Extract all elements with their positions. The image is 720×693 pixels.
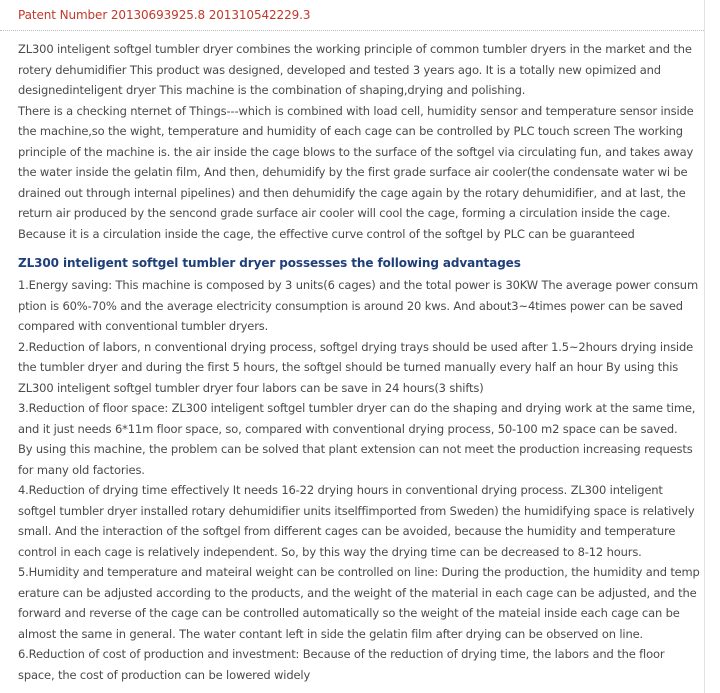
intro-line: return air produced by the sencond grade surface air cooler will cool the cage, forming a circulation inside the cage.: [18, 206, 671, 220]
advantage-line: ZL300 inteligent softgel tumbler dryer four labors can be save in 24 hours(3 shifts): [18, 380, 484, 395]
patent-number: Patent Number 20130693925.8 201310542229.3: [18, 8, 311, 22]
advantage-line: softgel tumbler dryer installed rotary dehumidifier units itselffimported from Sweden) the humidifying space is relatively: [18, 503, 695, 518]
intro-line: Because it is a circulation inside the cage, the effective curve control of the softgel by PLC can be guaranteed: [18, 226, 635, 241]
advantage-line: By using this machine, the problem can be solved that plant extension can not meet the production increasing requests: [18, 442, 693, 456]
intro-line: There is a checking nternet of Things---which is combined with load cell, humidity sensor and temperature sensor inside: [18, 103, 694, 118]
advantage-line: the tumbler dryer and during the first 5 hours, the softgel should be turned manually every half an hour By using this: [18, 360, 679, 374]
intro-line: principle of the machine is. the air inside the cage blows to the surface of the softgel via circulating fun, and takes away: [18, 144, 694, 159]
advantages-heading: ZL300 inteligent softgel tumbler dryer possesses the following advantages: [18, 256, 521, 270]
advantage-line: for many old factories.: [18, 462, 145, 477]
advantage-line: almost the same in general. The water contant left in side the gelatin film after drying can be observed on line.: [18, 626, 644, 641]
advantage-line: 2.Reduction of labors, n conventional drying process, softgel drying trays should be used after 1.5~2hours drying inside: [18, 339, 694, 354]
divider: [0, 30, 704, 31]
advantage-line: space, the cost of production can be lowered widely: [18, 667, 311, 682]
advantage-line: forward and reverse of the cage can be controlled automatically so the weight of the mateial inside each cage can be: [18, 606, 680, 620]
advantage-line: and it just needs 6*11m floor space, so, compared with conventional drying process, 50-100 m2 space can be saved.: [18, 421, 678, 436]
advantage-line: 6.Reduction of cost of production and investment: Because of the reduction of drying time, the labors and the floor: [18, 647, 665, 661]
advantage-line: ption is 60%-70% and the average electricity consumption is around 20 kws. And about3~4times power can be saved: [18, 298, 683, 313]
intro-line: the machine,so the wight, temperature and humidity of each cage can be controlled by PLC touch screen The working: [18, 124, 683, 138]
intro-line: designedinteligent dryer This machine is the combination of shaping,drying and polishing.: [18, 83, 526, 97]
advantage-line: 4.Reduction of drying time effectively It needs 16-22 drying hours in conventional drying process. ZL300 inteligent: [18, 483, 663, 497]
advantage-line: 5.Humidity and temperature and mateiral weight can be controlled on line: During the production, the humidity and temp: [18, 565, 700, 579]
advantage-line: 1.Energy saving: This machine is composed by 3 units(6 cages) and the total power is 30KW The average power consum: [18, 278, 698, 292]
advantage-line: compared with conventional tumbler dryers.: [18, 319, 269, 333]
intro-line: the water inside the gelatin film, And then, dehumidify by the first grade surface air cooler(the condensate water wi be: [18, 165, 688, 179]
advantage-line: erature can be adjusted according to the products, and the weight of the material in each cage can be adjusted, and the: [18, 585, 697, 600]
advantage-line: small. And the interaction of the softgel from different cages can be avoided, because the humidity and temperature: [18, 524, 676, 538]
advantage-line: control in each cage is relatively independent. So, by this way the drying time can be decreased to 8-12 hours.: [18, 544, 642, 559]
advantage-line: 3.Reduction of floor space: ZL300 inteligent softgel tumbler dryer can do the shaping and drying work at the same time,: [18, 401, 696, 415]
intro-line: drained out through internal pipelines) and then dehumidify the cage again by the rotary dehumidifier, and at last, the: [18, 185, 686, 200]
intro-paragraph: [18, 39, 698, 244]
intro-line: ZL300 inteligent softgel tumbler dryer combines the working principle of common tumbler dryers in the market and the: [18, 42, 692, 56]
intro-line: rotery dehumidifier This product was designed, developed and tested 3 years ago. It is a totally new opimized and: [18, 62, 661, 77]
advantages-list: [18, 275, 698, 685]
